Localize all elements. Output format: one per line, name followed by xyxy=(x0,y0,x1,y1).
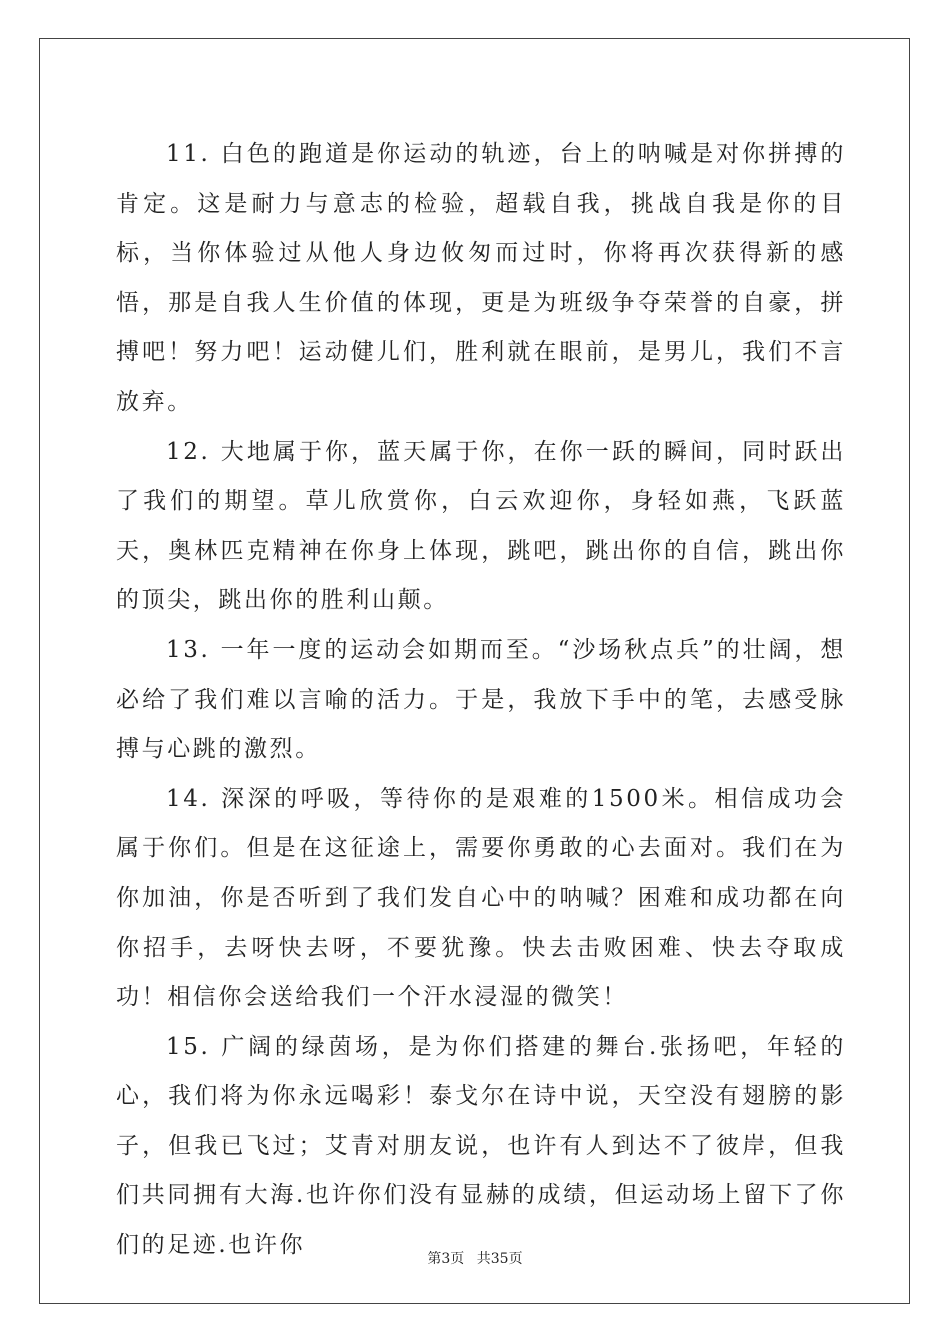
page-number: 第3页 xyxy=(427,1251,465,1267)
paragraph-12: 12. 大地属于你，蓝天属于你，在你一跃的瞬间，同时跃出了我们的期望。草儿欣赏你，白云欢迎你，身轻如燕，飞跃蓝天，奥林匹克精神在你身上体现，跳吧，跳出你的自信，跳出你的顶尖，跳出你的胜利山颠。 xyxy=(116,438,846,614)
document-body xyxy=(116,130,846,1271)
paragraph-15: 15. 广阔的绿茵场，是为你们搭建的舞台.张扬吧，年轻的心，我们将为你永远喝彩！泰戈尔在诗中说，天空没有翅膀的影子，但我已飞过；艾青对朋友说，也许有人到达不了彼岸，但我们共同拥有大海.也许你们没有显赫的成绩，但运动场上留下了你们的足迹.也许你 xyxy=(116,1033,846,1259)
paragraph-11: 11. 白色的跑道是你运动的轨迹，台上的呐喊是对你拼搏的肯定。这是耐力与意志的检验，超载自我，挑战自我是你的目标，当你体验过从他人身边攸匆而过时，你将再次获得新的感悟，那是自我人生价值的体现，更是为班级争夺荣誉的自豪，拼搏吧！努力吧！运动健儿们，胜利就在眼前，是男儿，我们不言放弃。 xyxy=(116,141,846,415)
paragraph-14: 14. 深深的呼吸，等待你的是艰难的1500米。相信成功会属于你们。但是在这征途上，需要你勇敢的心去面对。我们在为你加油，你是否听到了我们发自心中的呐喊？困难和成功都在向你招手，去呀快去呀，不要犹豫。快去击败困难、快去夺取成功！相信你会送给我们一个汗水浸湿的微笑！ xyxy=(116,785,846,1011)
page-footer xyxy=(0,1248,950,1268)
paragraph-13: 13. 一年一度的运动会如期而至。“沙场秋点兵”的壮阔，想必给了我们难以言喻的活力。于是，我放下手中的笔，去感受脉搏与心跳的激烈。 xyxy=(116,636,846,763)
page-total: 共35页 xyxy=(476,1251,523,1267)
